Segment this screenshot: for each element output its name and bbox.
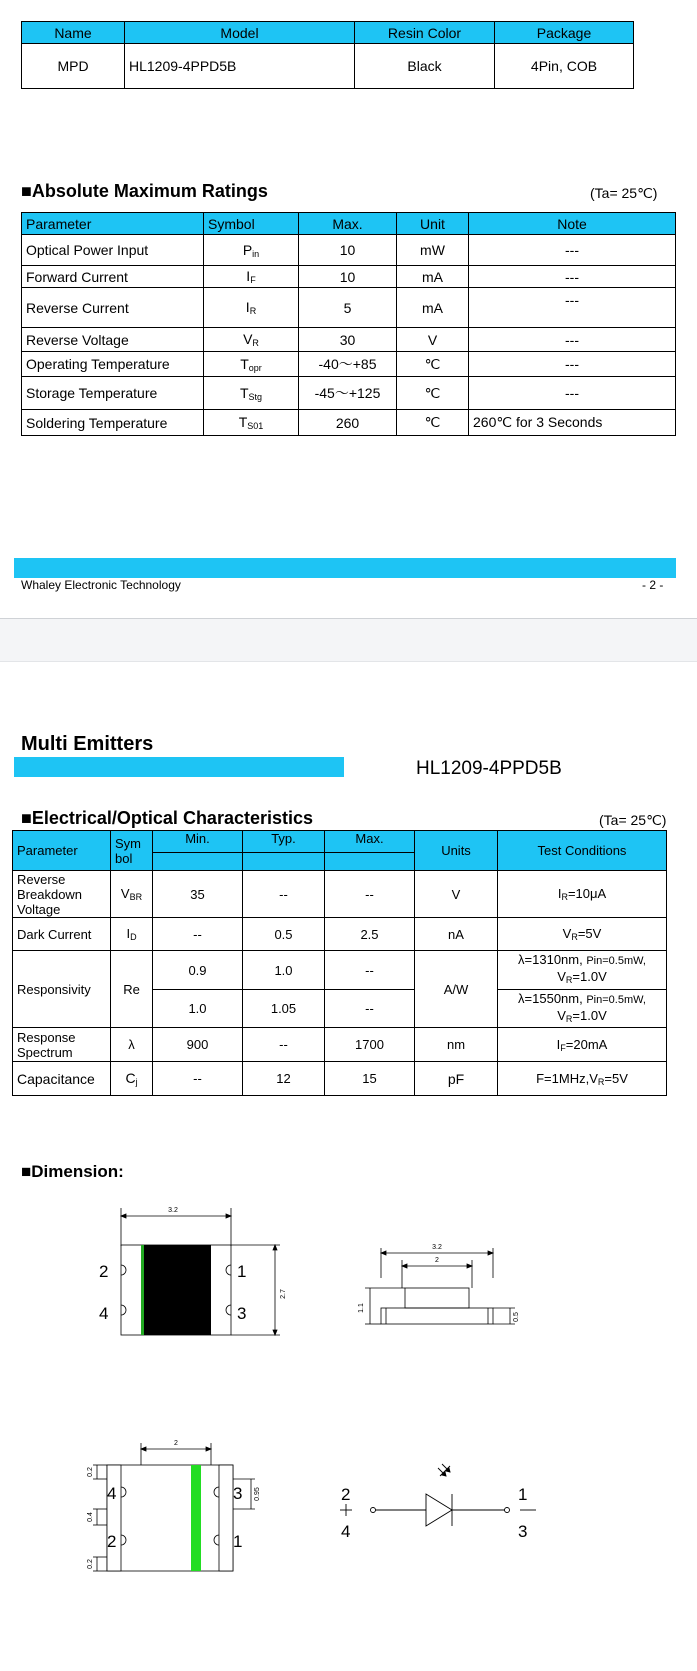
pin-label-3: 3 [237,1304,247,1323]
unit: pF [415,1062,498,1096]
param: Response Spectrum [13,1028,111,1062]
note: --- [469,288,676,328]
unit: nA [415,918,498,951]
schematic-pin-3: 3 [518,1522,528,1541]
note: --- [469,377,676,410]
green-mark [141,1245,144,1335]
symbol: $C_j$ [111,1062,153,1096]
min-value: 900 [153,1028,243,1062]
max-value: 260 [299,410,397,436]
symbol: $P_{in}$ [204,235,299,266]
table-row [22,328,676,352]
test-condition: $V_R=5V$ [498,918,667,951]
pin-label-1: 1 [237,1262,247,1281]
symbol: $V_R$ [204,328,299,352]
test-condition: $I_R=10\mu A$ [498,871,667,918]
eoc-header-min-sub [153,853,243,871]
symbol: $I_F$ [204,266,299,288]
pin-label-1: 1 [233,1532,243,1551]
page2-model: HL1209-4PPD5B [416,758,562,779]
symbol: $T_{opr}$ [204,352,299,377]
table-row [22,235,676,266]
bottom-dim-top: 0.2 [87,1467,94,1477]
side-dim-height: 1.1 [358,1303,365,1313]
unit: V [415,871,498,918]
symbol: $I_D$ [111,918,153,951]
table-row [22,288,676,328]
cell-model: HL1209-4PPD5B [125,44,355,89]
max-value: 2.5 [325,918,415,951]
product-table [21,21,634,89]
amr-header-unit: Unit [397,213,469,235]
eoc-header-min: Min. [153,831,243,853]
amr-header-note: Note [469,213,676,235]
param: Operating Temperature [22,352,204,377]
test-condition: λ=1550nm, Pin=0.5mW, $V_R=1.0V$ [498,990,667,1028]
eoc-header-test-conditions: Test Conditions [498,831,667,871]
bottom-dim-pad: 0.95 [254,1487,261,1501]
min-value: 0.9 [153,951,243,990]
dim-height: 2.7 [280,1289,287,1299]
note: 260℃ for 3 Seconds [469,410,676,436]
header-resin-color: Resin Color [355,22,495,44]
table-row [13,1028,667,1062]
amr-header-symbol: Symbol [204,213,299,235]
footer-company: Whaley Electronic Technology [21,578,181,592]
pin-label-2: 2 [99,1262,109,1281]
bottom-dim-gap: 0.4 [87,1512,94,1522]
table-row [22,377,676,410]
eoc-header-max-sub [325,853,415,871]
test-condition: λ=1310nm, Pin=0.5mW, $V_R=1.0V$ [498,951,667,990]
param: Reverse Voltage [22,328,204,352]
bottom-dim-width: 2 [174,1440,178,1447]
bottom-view-drawing [85,1435,295,1590]
unit: mA [397,266,469,288]
schematic-pin-4: 4 [341,1522,351,1541]
max-value: -40～+85 [299,352,397,377]
page2-heading: Multi Emitters [21,733,154,755]
max-value: 1700 [325,1028,415,1062]
eoc-header-typ-sub [243,853,325,871]
eoc-header-typ: Typ. [243,831,325,853]
param: Forward Current [22,266,204,288]
max-value: -- [325,951,415,990]
max-value: -- [325,990,415,1028]
page-separator [0,618,697,662]
top-view-drawing [85,1198,295,1348]
dimension-title: ■Dimension: [21,1162,124,1181]
note: --- [469,328,676,352]
side-dim-width: 3.2 [432,1244,442,1251]
min-value: -- [153,918,243,951]
header-name: Name [22,22,125,44]
param: Reverse Current [22,288,204,328]
amr-title: ■Absolute Maximum Ratings [21,181,268,201]
min-value: 35 [153,871,243,918]
cell-package: 4Pin, COB [495,44,634,89]
page2-cyan-bar [14,757,344,777]
typ-value: 1.0 [243,951,325,990]
side-dim-inner: 2 [435,1257,439,1264]
symbol: $T_{S01}$ [204,410,299,436]
param: Optical Power Input [22,235,204,266]
max-value: 5 [299,288,397,328]
unit: A/W [415,951,498,1028]
max-value: 30 [299,328,397,352]
test-condition: $F=1MHz,V_R=5V$ [498,1062,667,1096]
unit: ℃ [397,377,469,410]
side-dim-base: 0.5 [513,1312,520,1322]
schematic-pin-1: 1 [518,1485,528,1504]
min-value: -- [153,1062,243,1096]
amr-condition: (Ta= 25℃) [590,185,658,201]
typ-value: -- [243,871,325,918]
symbol: Re [111,951,153,1028]
max-value: 10 [299,266,397,288]
table-row [13,951,667,990]
param: Dark Current [13,918,111,951]
green-strip [191,1465,201,1571]
table-row [13,918,667,951]
photodiode-schematic [330,1440,550,1550]
eoc-title: ■Electrical/Optical Characteristics [21,808,314,828]
pin-label-4: 4 [107,1484,117,1503]
unit: mA [397,288,469,328]
max-value: 10 [299,235,397,266]
note: --- [469,266,676,288]
table-row [22,266,676,288]
note: --- [469,352,676,377]
pin-label-3: 3 [233,1484,243,1503]
bottom-dim-bottom: 0.2 [87,1559,94,1569]
eoc-table [12,830,667,1096]
unit: ℃ [397,352,469,377]
symbol: $T_{Stg}$ [204,377,299,410]
max-value: -45～+125 [299,377,397,410]
param: Storage Temperature [22,377,204,410]
pin-label-2: 2 [107,1532,117,1551]
symbol: $V_{BR}$ [111,871,153,918]
eoc-header-units: Units [415,831,498,871]
header-package: Package [495,22,634,44]
max-value: -- [325,871,415,918]
unit: V [397,328,469,352]
header-model: Model [125,22,355,44]
cell-resin-color: Black [355,44,495,89]
unit: mW [397,235,469,266]
min-value: 1.0 [153,990,243,1028]
cell-name: MPD [22,44,125,89]
note: --- [469,235,676,266]
side-view-drawing [350,1238,530,1338]
eoc-condition: (Ta= 25℃) [599,812,667,828]
typ-value: 12 [243,1062,325,1096]
table-row [13,871,667,918]
symbol: λ [111,1028,153,1062]
param: Soldering Temperature [22,410,204,436]
typ-value: 1.05 [243,990,325,1028]
param: Responsivity [13,951,111,1028]
table-row [22,352,676,377]
footer-page-number: - 2 - [642,578,664,592]
amr-header-max: Max. [299,213,397,235]
amr-table [21,212,676,436]
param: Reverse Breakdown Voltage [13,871,111,918]
symbol: $I_R$ [204,288,299,328]
table-row [13,1062,667,1096]
max-value: 15 [325,1062,415,1096]
unit: nm [415,1028,498,1062]
test-condition: $I_F=20mA$ [498,1028,667,1062]
schematic-pin-2: 2 [341,1485,351,1504]
eoc-header-parameter: Parameter [13,831,111,871]
typ-value: 0.5 [243,918,325,951]
black-chip [141,1245,211,1335]
param: Capacitance [13,1062,111,1096]
dim-width: 3.2 [168,1207,178,1214]
footer-bar [14,558,676,578]
amr-header-parameter: Parameter [22,213,204,235]
eoc-header-symbol: Sym bol [111,831,153,871]
table-row [22,410,676,436]
pin-label-4: 4 [99,1304,109,1323]
unit: ℃ [397,410,469,436]
eoc-header-max: Max. [325,831,415,853]
typ-value: -- [243,1028,325,1062]
